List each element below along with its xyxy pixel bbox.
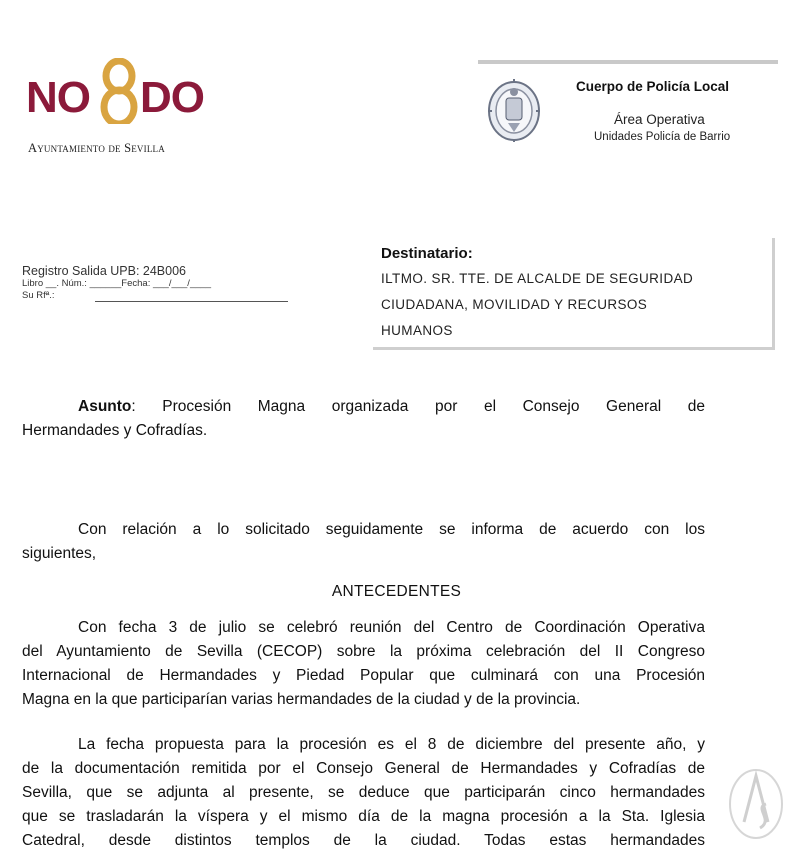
asunto-label: Asunto xyxy=(78,398,132,415)
referencia-label: Su Rfª.: xyxy=(22,290,55,301)
paragraph-line: Magna en la que participarían varias hermandades de la ciudad y de la provincia. xyxy=(22,691,581,708)
ayuntamiento-logo xyxy=(26,58,216,162)
antecedentes-paragraph-1 xyxy=(22,616,705,712)
destinatario-box xyxy=(373,238,775,350)
asunto-line-2: Hermandades y Cofradías. xyxy=(22,422,208,439)
police-header xyxy=(478,60,778,159)
asunto-text: : Procesión Magna organizada por el Consejo General de xyxy=(131,398,705,415)
referencia-underline xyxy=(95,301,288,302)
destinatario-line: CIUDADANA, MOVILIDAD Y RECURSOS xyxy=(381,297,648,312)
intro-paragraph xyxy=(22,518,705,566)
watermark-icon xyxy=(726,764,786,842)
destinatario-line: ILTMO. SR. TTE. DE ALCALDE DE SEGURIDAD xyxy=(381,271,694,286)
paragraph-line: La fecha propuesta para la procesión es el 8 de diciembre del presente año, y xyxy=(78,736,705,753)
intro-line: siguientes, xyxy=(22,545,97,562)
police-unit: Unidades Policía de Barrio xyxy=(594,131,731,143)
registro-salida xyxy=(22,264,262,302)
paragraph-line: de la documentación remitida por el Consejo General de Hermandades y Cofradías de xyxy=(22,760,705,777)
asunto-line-1 xyxy=(22,395,705,419)
paragraph-line: que se trasladarán la víspera y el mismo día de la magna procesión a la Sta. Iglesia xyxy=(22,808,705,825)
svg-text:NO: NO xyxy=(26,73,90,122)
intro-line: Con relación a lo solicitado seguidamente se informa de acuerdo con los xyxy=(78,521,705,538)
paragraph-line: Catedral, desde distintos templos de la ciudad. Todas estas hermandades xyxy=(22,832,705,849)
destinatario-title: Destinatario: xyxy=(381,245,473,262)
section-heading: ANTECEDENTES xyxy=(331,583,462,600)
registro-libro: Libro __. Núm.: ______Fecha: ___/___/____ xyxy=(22,278,212,289)
registro-number: Registro Salida UPB: 24B006 xyxy=(22,264,186,278)
asunto-paragraph xyxy=(22,395,705,443)
police-body-title: Cuerpo de Policía Local xyxy=(576,79,730,94)
no8do-logo-icon xyxy=(26,58,216,124)
paragraph-line: Internacional de Hermandades y Piedad Popular que culminará con una Procesión xyxy=(22,667,705,684)
destinatario-line: HUMANOS xyxy=(381,323,453,338)
paragraph-line: Con fecha 3 de julio se celebró reunión del Centro de Coordinación Operativa xyxy=(78,619,705,636)
paragraph-line: del Ayuntamiento de Sevilla (CECOP) sobre la próxima celebración del II Congreso xyxy=(22,643,705,660)
svg-text:DO: DO xyxy=(140,73,204,122)
logo-caption: Ayuntamiento de Sevilla xyxy=(28,141,165,155)
police-seal-icon xyxy=(486,78,542,142)
paragraph-line: Sevilla, que se adjunta al presente, se deduce que participarán cinco hermandades xyxy=(22,784,705,801)
antecedentes-paragraph-2 xyxy=(22,733,705,853)
police-area: Área Operativa xyxy=(614,112,705,127)
registro-referencia xyxy=(22,290,262,302)
